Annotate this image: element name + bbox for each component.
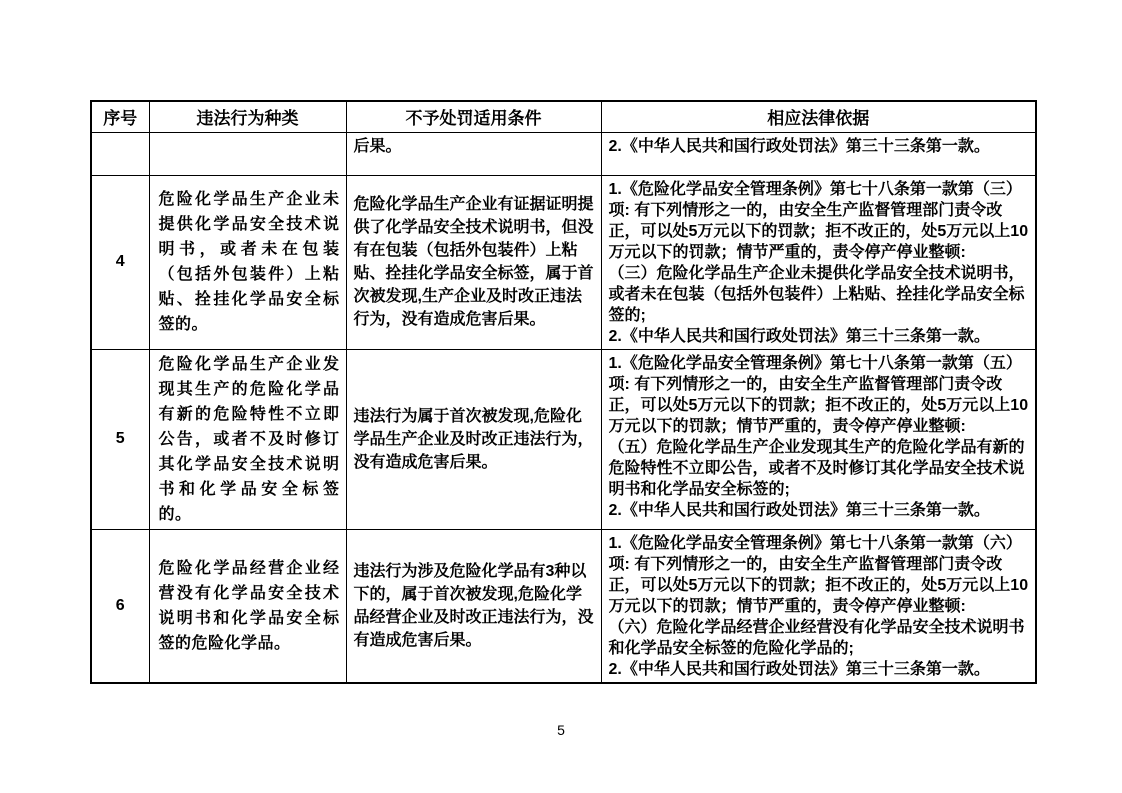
table-row-5 (91, 349, 1036, 529)
cell-legal-basis (601, 175, 1036, 349)
header-non-penalty-condition: 不予处罚适用条件 (346, 101, 601, 132)
cell-legal-basis (601, 132, 1036, 175)
cell-legal-basis (601, 529, 1036, 683)
cell-condition: 危险化学品生产企业有证据证明提供了化学品安全技术说明书，但没有在包装（包括外包装件）上粘贴、拴挂化学品安全标签，属于首次被发现,生产企业及时改正违法行为，没有造成危害后果。 (346, 175, 601, 349)
cell-violation: 危险化学品生产企业发现其生产的危险化学品有新的危险特性不立即公告，或者不及时修订其化学品安全技术说明书和化学品安全标签的。 (149, 349, 346, 529)
cell-legal-basis (601, 349, 1036, 529)
cell-serial-number (91, 132, 149, 175)
legal-basis-line: （三）危险化学品生产企业未提供化学品安全技术说明书，或者未在包装（包括外包装件）上粘贴、拴挂化学品安全标签的; (608, 264, 1025, 324)
legal-basis-line: （六）危险化学品经营企业经营没有化学品安全技术说明书和化学品安全标签的危险化学品的; (608, 618, 1025, 657)
cell-violation: 危险化学品生产企业未提供化学品安全技术说明书，或者未在包装（包括外包装件）上粘贴、拴挂化学品安全标签的。 (149, 175, 346, 349)
cell-condition: 后果。 (346, 132, 601, 175)
penalty-rules-table (90, 100, 1037, 684)
cell-violation: 危险化学品经营企业经营没有化学品安全技术说明书和化学品安全标签的危险化学品。 (149, 529, 346, 683)
legal-basis-line: 2.《中华人民共和国行政处罚法》第三十三条第一款。 (608, 327, 990, 345)
legal-basis-line: 2.《中华人民共和国行政处罚法》第三十三条第一款。 (608, 501, 990, 519)
cell-serial-number: 4 (91, 175, 149, 349)
legal-basis-line: 1.《危险化学品安全管理条例》第七十八条第一款第（六）项: 有下列情形之一的，由安全生产监督管理部门责令改正，可以处5万元以下的罚款；拒不改正的，处5万元以上10万元以下的罚款；情节严重的，责令停产停业整顿: (608, 534, 1029, 615)
legal-basis-line: 2.《中华人民共和国行政处罚法》第三十三条第一款。 (608, 137, 990, 155)
legal-basis-line: （五）危险化学品生产企业发现其生产的危险化学品有新的危险特性不立即公告，或者不及时修订其化学品安全技术说明书和化学品安全标签的; (608, 438, 1025, 498)
legal-basis-line: 2.《中华人民共和国行政处罚法》第三十三条第一款。 (608, 660, 990, 678)
table-row-4 (91, 175, 1036, 349)
cell-violation (149, 132, 346, 175)
cell-serial-number: 5 (91, 349, 149, 529)
cell-condition: 违法行为属于首次被发现,危险化学品生产企业及时改正违法行为，没有造成危害后果。 (346, 349, 601, 529)
header-legal-basis: 相应法律依据 (601, 101, 1036, 132)
table-header-row (91, 101, 1036, 132)
cell-condition: 违法行为涉及危险化学品有3种以下的，属于首次被发现,危险化学品经营企业及时改正违法行为，没有造成危害后果。 (346, 529, 601, 683)
legal-basis-line: 1.《危险化学品安全管理条例》第七十八条第一款第（五）项: 有下列情形之一的，由安全生产监督管理部门责令改正，可以处5万元以下的罚款；拒不改正的，处5万元以上10万元以下的罚款；情节严重的，责令停产停业整顿: (608, 354, 1029, 435)
header-violation-type: 违法行为种类 (149, 101, 346, 132)
table-row-continuation (91, 132, 1036, 175)
header-serial-number: 序号 (91, 101, 149, 132)
page-number: 5 (557, 722, 565, 738)
table-row-6 (91, 529, 1036, 683)
cell-serial-number: 6 (91, 529, 149, 683)
legal-basis-line: 1.《危险化学品安全管理条例》第七十八条第一款第（三）项: 有下列情形之一的，由安全生产监督管理部门责令改正，可以处5万元以下的罚款；拒不改正的，处5万元以上10万元以下的罚款；情节严重的，责令停产停业整顿: (608, 180, 1029, 261)
